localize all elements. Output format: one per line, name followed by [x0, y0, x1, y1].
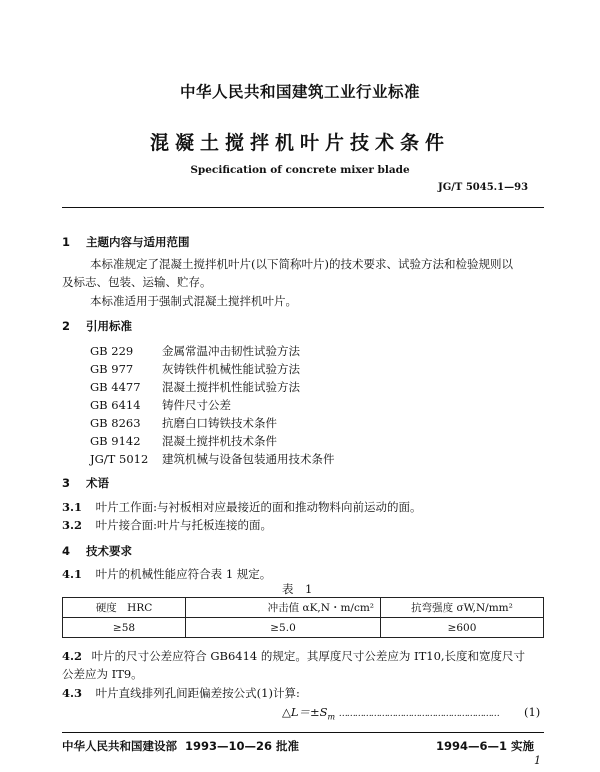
- clause-text: 叶片的机械性能应符合表 1 规定。: [95, 567, 272, 581]
- reference-list-item: [90, 343, 300, 359]
- reference-name: 建筑机械与设备包装通用技术条件: [162, 452, 335, 466]
- clause-text: 叶片直线排列孔间距偏差按公式(1)计算:: [95, 686, 300, 700]
- table-header-cell: 抗弯强度 σW,N/mm²: [381, 598, 544, 618]
- section-title: 技术要求: [86, 544, 133, 558]
- reference-list-item: [90, 397, 231, 413]
- standard-code: JG/T 5045.1—93: [438, 182, 529, 193]
- table-cell: ≥5.0: [186, 618, 381, 638]
- clause-number: 3.1: [62, 500, 83, 514]
- formula-line: [282, 704, 499, 725]
- clause-text: 叶片的尺寸公差应符合 GB6414 的规定。其厚度尺寸公差应为 IT10,长度和宽度尺寸: [91, 649, 526, 663]
- document-title: 混凝土搅拌机叶片技术条件: [149, 132, 450, 154]
- equation-number: (1): [524, 705, 541, 719]
- section-number: 1: [62, 235, 71, 249]
- reference-code: GB 977: [90, 362, 134, 376]
- section-1-para-1-line-1: 本标准规定了混凝土搅拌机叶片(以下简称叶片)的技术要求、试验方法和检验规则以: [90, 257, 513, 271]
- section-1-para-2: 本标准适用于强制式混凝土搅拌机叶片。: [90, 294, 297, 308]
- clause-text: 叶片接合面:叶片与托板连接的面。: [95, 518, 273, 532]
- reference-list-item: [90, 433, 277, 449]
- footer-approval: [62, 738, 299, 754]
- footer-rule: [62, 732, 544, 733]
- section-title: 主题内容与适用范围: [86, 235, 190, 249]
- section-1-para-1-line-2: 及标志、包装、运输、贮存。: [62, 275, 212, 289]
- clause-4-2-line-1: [62, 648, 525, 664]
- reference-list-item: [90, 379, 300, 395]
- table-header-cell: 冲击值 αK,N・m/cm²: [186, 598, 381, 618]
- table-header-row: [63, 598, 544, 618]
- clause-3-2: [62, 517, 272, 533]
- reference-list-item: [90, 451, 335, 467]
- reference-code: GB 9142: [90, 434, 141, 448]
- table-cell: ≥600: [381, 618, 544, 638]
- reference-name: 铸件尺寸公差: [162, 398, 231, 412]
- clause-4-2-line-2: 公差应为 IT9。: [62, 667, 143, 681]
- clause-4-1: [62, 566, 271, 582]
- approve-date: 1993—10—26 批准: [185, 739, 300, 753]
- reference-name: 混凝土搅拌机技术条件: [162, 434, 277, 448]
- clause-number: 4.2: [62, 649, 83, 663]
- header-rule: [62, 207, 544, 208]
- clause-3-1: [62, 499, 422, 515]
- reference-list-item: [90, 361, 300, 377]
- table-header-cell: 硬度 HRC: [63, 598, 186, 618]
- reference-name: 金属常温冲击韧性试验方法: [162, 344, 300, 358]
- mechanical-properties-table: [62, 597, 544, 638]
- clause-4-3: [62, 685, 300, 701]
- formula: △L＝±S: [282, 705, 328, 719]
- reference-name: 抗磨白口铸铁技术条件: [162, 416, 277, 430]
- section-3-heading: [62, 475, 109, 491]
- page-number: 1: [534, 754, 541, 767]
- reference-code: GB 4477: [90, 380, 141, 394]
- section-number: 3: [62, 476, 71, 490]
- reference-list-item: [90, 415, 277, 431]
- clause-number: 4.1: [62, 567, 83, 581]
- clause-number: 4.3: [62, 686, 83, 700]
- section-number: 4: [62, 544, 71, 558]
- reference-code: GB 229: [90, 344, 134, 358]
- formula-leader: ……………………………………………………: [338, 709, 499, 719]
- section-title: 引用标准: [86, 319, 133, 333]
- reference-name: 混凝土搅拌机性能试验方法: [162, 380, 300, 394]
- section-2-heading: [62, 318, 132, 334]
- standard-category: 中华人民共和国建筑工业行业标准: [179, 83, 420, 101]
- clause-number: 3.2: [62, 518, 83, 532]
- issuer: 中华人民共和国建设部: [62, 739, 177, 753]
- reference-name: 灰铸铁件机械性能试验方法: [162, 362, 300, 376]
- table-cell: ≥58: [63, 618, 186, 638]
- reference-code: GB 8263: [90, 416, 141, 430]
- clause-text: 叶片工作面:与衬板相对应最接近的面和推动物料向前运动的面。: [95, 500, 422, 514]
- section-title: 术语: [86, 476, 110, 490]
- table-caption: 表 1: [282, 582, 313, 596]
- section-number: 2: [62, 319, 71, 333]
- section-4-heading: [62, 543, 132, 559]
- effective-date: 1994—6—1 实施: [436, 739, 535, 753]
- reference-code: GB 6414: [90, 398, 141, 412]
- reference-code: JG/T 5012: [90, 452, 149, 466]
- table-row: [63, 618, 544, 638]
- section-1-heading: [62, 234, 190, 250]
- english-title: Specification of concrete mixer blade: [190, 164, 410, 176]
- formula-subscript: m: [327, 712, 336, 722]
